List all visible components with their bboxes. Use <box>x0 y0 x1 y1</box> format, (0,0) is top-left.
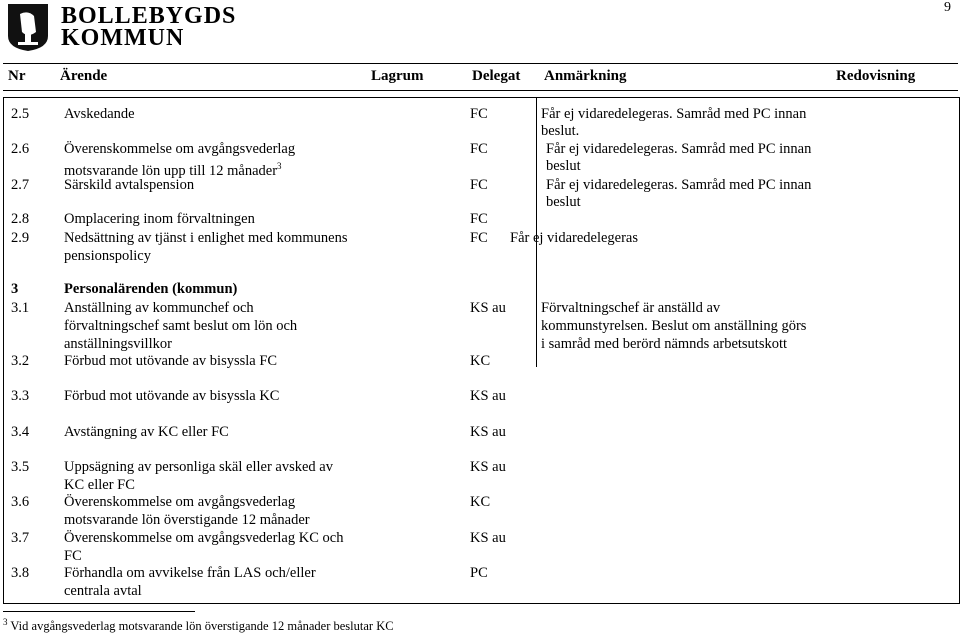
page-number: 9 <box>944 0 951 15</box>
row-arende-cont: FC <box>64 548 82 564</box>
row-delegat: FC <box>470 177 488 193</box>
row-anmarkning-cont: beslut <box>546 158 581 174</box>
row-arende: Uppsägning av personliga skäl eller avsked av <box>64 459 333 475</box>
row-arende: Avstängning av KC eller FC <box>64 424 229 440</box>
row-nr: 2.9 <box>11 230 30 246</box>
row-nr: 3.1 <box>11 300 30 316</box>
row-anmarkning-cont: beslut. <box>541 123 580 139</box>
row-delegat: FC <box>470 141 488 157</box>
row-nr: 2.6 <box>11 141 30 157</box>
row-nr: 2.8 <box>11 211 30 227</box>
row-nr: 3.2 <box>11 353 30 369</box>
row-arende-cont: centrala avtal <box>64 583 142 599</box>
header-nr: Nr <box>8 68 26 84</box>
footnote-separator <box>3 611 195 612</box>
row-anmarkning: Får ej vidaredelegeras. Samråd med PC innan <box>546 177 812 193</box>
row-delegat: KC <box>470 353 491 369</box>
section-number: 3 <box>11 281 19 297</box>
row-anmarkning-cont: beslut <box>546 194 581 210</box>
row-delegat: KS au <box>470 424 506 440</box>
row-nr: 3.6 <box>11 494 30 510</box>
row-delegat: KS au <box>470 530 506 546</box>
logo-text-line2: KOMMUN <box>61 25 185 51</box>
header-delegat: Delegat <box>472 68 521 84</box>
bollebygd-logo <box>6 2 237 54</box>
row-delegat: KS au <box>470 388 506 404</box>
row-nr: 2.7 <box>11 177 30 193</box>
row-delegat: KS au <box>470 300 506 316</box>
row-anmarkning: Får ej vidaredelegeras. Samråd med PC innan <box>546 141 812 157</box>
row-nr: 3.7 <box>11 530 30 546</box>
header-anmarkning: Anmärkning <box>544 68 627 84</box>
row-delegat: PC <box>470 565 488 581</box>
row-nr: 3.8 <box>11 565 30 581</box>
municipality-crest-icon <box>6 2 50 52</box>
row-arende-cont: anställningsvillkor <box>64 336 172 352</box>
row-delegat: KS au <box>470 459 506 475</box>
row-delegat: KC <box>470 494 491 510</box>
footnote-ref: 3 <box>277 161 282 171</box>
row-arende-cont-text: motsvarande lön upp till 12 månader <box>64 162 278 179</box>
row-delegat: FC <box>470 211 488 227</box>
row-arende: Förhandla om avvikelse från LAS och/eller <box>64 565 316 581</box>
row-arende-cont: förvaltningschef samt beslut om lön och <box>64 318 298 334</box>
row-anmarkning-cont: kommunstyrelsen. Beslut om anställning görs <box>541 318 807 334</box>
row-arende: Omplacering inom förvaltningen <box>64 211 255 227</box>
table-header <box>3 63 958 91</box>
row-arende-cont: motsvarande lön överstigande 12 månader <box>64 512 310 528</box>
row-arende: Förbud mot utövande av bisyssla FC <box>64 353 278 369</box>
row-arende: Överenskommelse om avgångsvederlag KC och <box>64 530 344 546</box>
row-arende: Anställning av kommunchef och <box>64 300 254 316</box>
footnote <box>3 617 394 634</box>
row-anmarkning-cont: i samråd med berörd nämnds arbetsutskott <box>541 336 788 352</box>
row-nr: 3.4 <box>11 424 30 440</box>
row-nr: 3.5 <box>11 459 30 475</box>
row-nr: 2.5 <box>11 106 30 122</box>
row-anmarkning: Förvaltningschef är anställd av <box>541 300 721 316</box>
footnote-marker: 3 <box>3 617 8 627</box>
row-arende: Överenskommelse om avgångsvederlag <box>64 141 296 157</box>
header-redovisning: Redovisning <box>836 68 916 84</box>
row-arende: Särskild avtalspension <box>64 177 195 193</box>
row-anmarkning: Får ej vidaredelegeras <box>510 230 639 246</box>
row-anmarkning: Får ej vidaredelegeras. Samråd med PC innan <box>541 106 807 122</box>
row-delegat: FC <box>470 230 488 246</box>
row-nr: 3.3 <box>11 388 30 404</box>
row-arende-cont: pensionspolicy <box>64 248 151 264</box>
row-arende: Avskedande <box>64 106 135 122</box>
logo-text-line1: BOLLEBYGDS <box>61 3 237 29</box>
row-arende-cont: KC eller FC <box>64 477 135 493</box>
row-delegat: FC <box>470 106 488 122</box>
section-title: Personalärenden (kommun) <box>64 281 238 297</box>
row-arende: Nedsättning av tjänst i enlighet med kommunens <box>64 230 348 246</box>
header-lagrum: Lagrum <box>371 68 424 84</box>
footnote-text: Vid avgångsvederlag motsvarande lön överstigande 12 månader beslutar KC <box>7 619 394 634</box>
row-arende: Överenskommelse om avgångsvederlag <box>64 494 296 510</box>
row-arende: Förbud mot utövande av bisyssla KC <box>64 388 280 404</box>
header-arende: Ärende <box>60 68 108 84</box>
